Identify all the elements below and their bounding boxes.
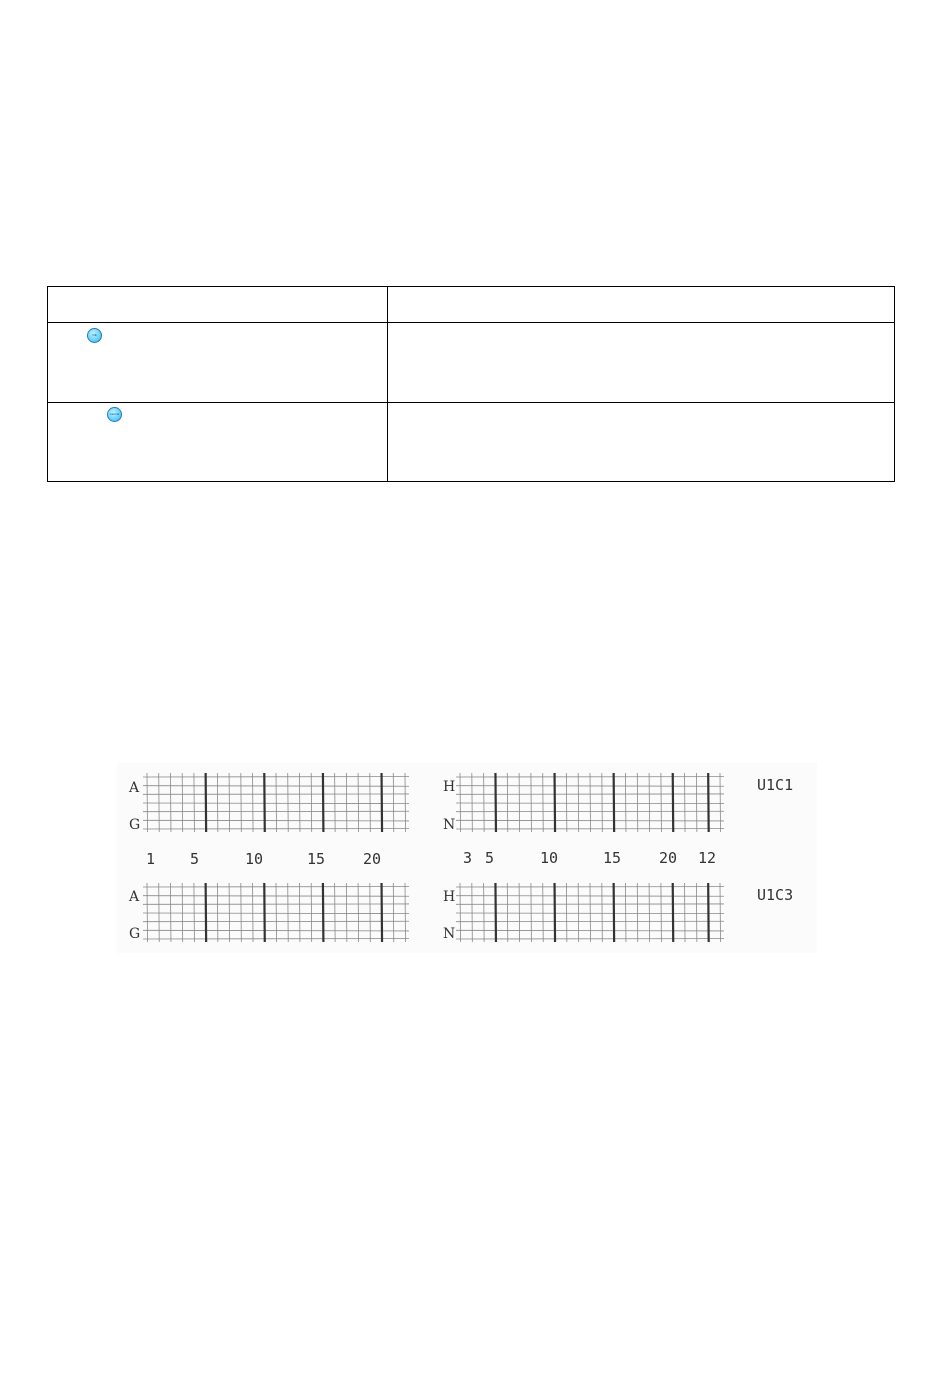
grid-right-2-vline (696, 883, 697, 942)
grid-right-2-vline (543, 883, 544, 942)
grid-left-1-vline (358, 773, 359, 832)
grid-left-1-vline (206, 773, 207, 832)
grid-right-2-vline (472, 883, 473, 942)
grid-right-2-vline (720, 883, 721, 942)
grid-right-1-vline (472, 773, 473, 832)
grid-right-2-vline (673, 883, 674, 942)
scale-right-20: 20 (659, 849, 678, 867)
grid-left-2-vline (405, 883, 406, 942)
grid-right-2-vline (531, 883, 532, 942)
grid-right-1-vline (590, 773, 591, 832)
grid-left-2-vline (217, 883, 218, 942)
grid-left-2-vline (323, 883, 324, 942)
grid-right-1-vline (637, 773, 638, 832)
grid-right-1-vline (507, 773, 508, 832)
grid-right-1-vline (519, 773, 520, 832)
grid-right-1-vline (708, 773, 709, 832)
grid-right-1-vline (649, 773, 650, 832)
scale-left-20: 20 (363, 850, 382, 868)
grid-left-1-vline (241, 773, 242, 832)
options-table (47, 286, 895, 482)
scale-right-5: 5 (485, 849, 495, 867)
grid-left-1-vline (335, 773, 336, 832)
grid-right-2-vline (578, 883, 579, 942)
grid-right-1-vline (555, 773, 556, 832)
scale-left-15: 15 (307, 850, 326, 868)
grid-left-1-vline (405, 773, 406, 832)
grid-left-2-vline (159, 883, 160, 942)
grid-left-1-vline (170, 773, 171, 832)
row-label-H-1: H (443, 779, 456, 795)
grid-left-1-vline (311, 773, 312, 832)
grid-left-2-vline (370, 883, 371, 942)
grid-left-2-vline (170, 883, 171, 942)
scale-right-12: 12 (698, 849, 717, 867)
grid-right-2-vline (519, 883, 520, 942)
ok-button[interactable] (87, 328, 102, 343)
grid-left-1-vline (323, 773, 324, 832)
grid-left-1-vline (147, 773, 148, 832)
grid-right-2-vline (637, 883, 638, 942)
row-label-A-1: A (129, 780, 140, 796)
table-row-cancel (48, 403, 894, 482)
grid-left-1-vline (264, 773, 265, 832)
grid-right-1-vline (696, 773, 697, 832)
row-label-N-1: N (443, 817, 456, 833)
grid-right-1-vline (614, 773, 615, 832)
block-code-2: U1C3 (757, 886, 794, 904)
row-label-H-2: H (443, 889, 456, 905)
cancel-button-label: cancel (109, 412, 120, 416)
grid-right-1-vline (602, 773, 603, 832)
grid-right-2-vline (649, 883, 650, 942)
scale-left-5: 5 (190, 850, 200, 868)
grid-left-2-vline (393, 883, 394, 942)
grid-right-2-vline (625, 883, 626, 942)
scale-left-10: 10 (245, 850, 264, 868)
grid-left-2-vline (206, 883, 207, 942)
grid-right-2-vline (555, 883, 556, 942)
grid-left-1-vline (159, 773, 160, 832)
table-row-ok (48, 323, 894, 403)
grid-left-1-vline (393, 773, 394, 832)
grid-left-2-vline (229, 883, 230, 942)
scale-right-10: 10 (540, 849, 559, 867)
grid-left-1-vline (370, 773, 371, 832)
grid-right-2-vline (614, 883, 615, 942)
grid-right-2-vline (507, 883, 508, 942)
grid-right-1-vline (484, 773, 485, 832)
grid-right-2-vline (708, 883, 709, 942)
grid-right-1-vline (578, 773, 579, 832)
grid-left-2-vline (253, 883, 254, 942)
grid-left-1-vline (382, 773, 383, 832)
grid-right-1-vline (673, 773, 674, 832)
scale-left-1: 1 (146, 850, 156, 868)
grid-right-1-vline (543, 773, 544, 832)
ok-button-label: OK (92, 333, 97, 337)
grid-left-1-vline (194, 773, 195, 832)
grid-right-2-vline (590, 883, 591, 942)
grid-right-2-vline (685, 883, 686, 942)
grid-left-1-vline (182, 773, 183, 832)
row-label-G-2: G (129, 926, 141, 942)
grid-left-2-vline (194, 883, 195, 942)
grid-right-1-vline (685, 773, 686, 832)
grid-left-1-vline (276, 773, 277, 832)
grid-right-2-vline (661, 883, 662, 942)
grid-right-1-vline (460, 773, 461, 832)
grid-left-2-vline (264, 883, 265, 942)
grid-right-1-vline (495, 773, 496, 832)
grid-left-2-vline (276, 883, 277, 942)
grid-left-1-vline (253, 773, 254, 832)
table-header-row (48, 287, 894, 323)
grid-right-2-vline (484, 883, 485, 942)
block-code-1: U1C1 (757, 776, 794, 794)
cancel-button[interactable] (107, 407, 122, 422)
grid-right-1-vline (625, 773, 626, 832)
grid-right-1-vline (531, 773, 532, 832)
grid-right-2-vline (602, 883, 603, 942)
grid-left-1-vline (346, 773, 347, 832)
nozzle-pattern-svg (117, 763, 817, 953)
grid-left-2-vline (288, 883, 289, 942)
grid-left-2-vline (346, 883, 347, 942)
grid-left-2-vline (358, 883, 359, 942)
grid-right-2-vline (460, 883, 461, 942)
grid-left-1-vline (229, 773, 230, 832)
nozzle-check-pattern (117, 763, 817, 953)
grid-left-2-vline (241, 883, 242, 942)
grid-left-1-vline (288, 773, 289, 832)
grid-right-1-vline (720, 773, 721, 832)
grid-right-2-vline (566, 883, 567, 942)
row-label-G-1: G (129, 817, 141, 833)
scale-right-15: 15 (603, 849, 622, 867)
grid-left-2-vline (335, 883, 336, 942)
grid-left-2-vline (182, 883, 183, 942)
grid-left-2-vline (299, 883, 300, 942)
grid-right-1-vline (566, 773, 567, 832)
grid-right-1-vline (661, 773, 662, 832)
grid-layer (143, 773, 724, 942)
row-label-A-2: A (129, 889, 140, 905)
grid-right-2-vline (495, 883, 496, 942)
grid-left-1-vline (217, 773, 218, 832)
grid-left-1-vline (299, 773, 300, 832)
grid-left-2-vline (147, 883, 148, 942)
row-label-N-2: N (443, 926, 456, 942)
grid-left-2-vline (311, 883, 312, 942)
scale-right-3: 3 (463, 849, 473, 867)
grid-left-2-vline (382, 883, 383, 942)
